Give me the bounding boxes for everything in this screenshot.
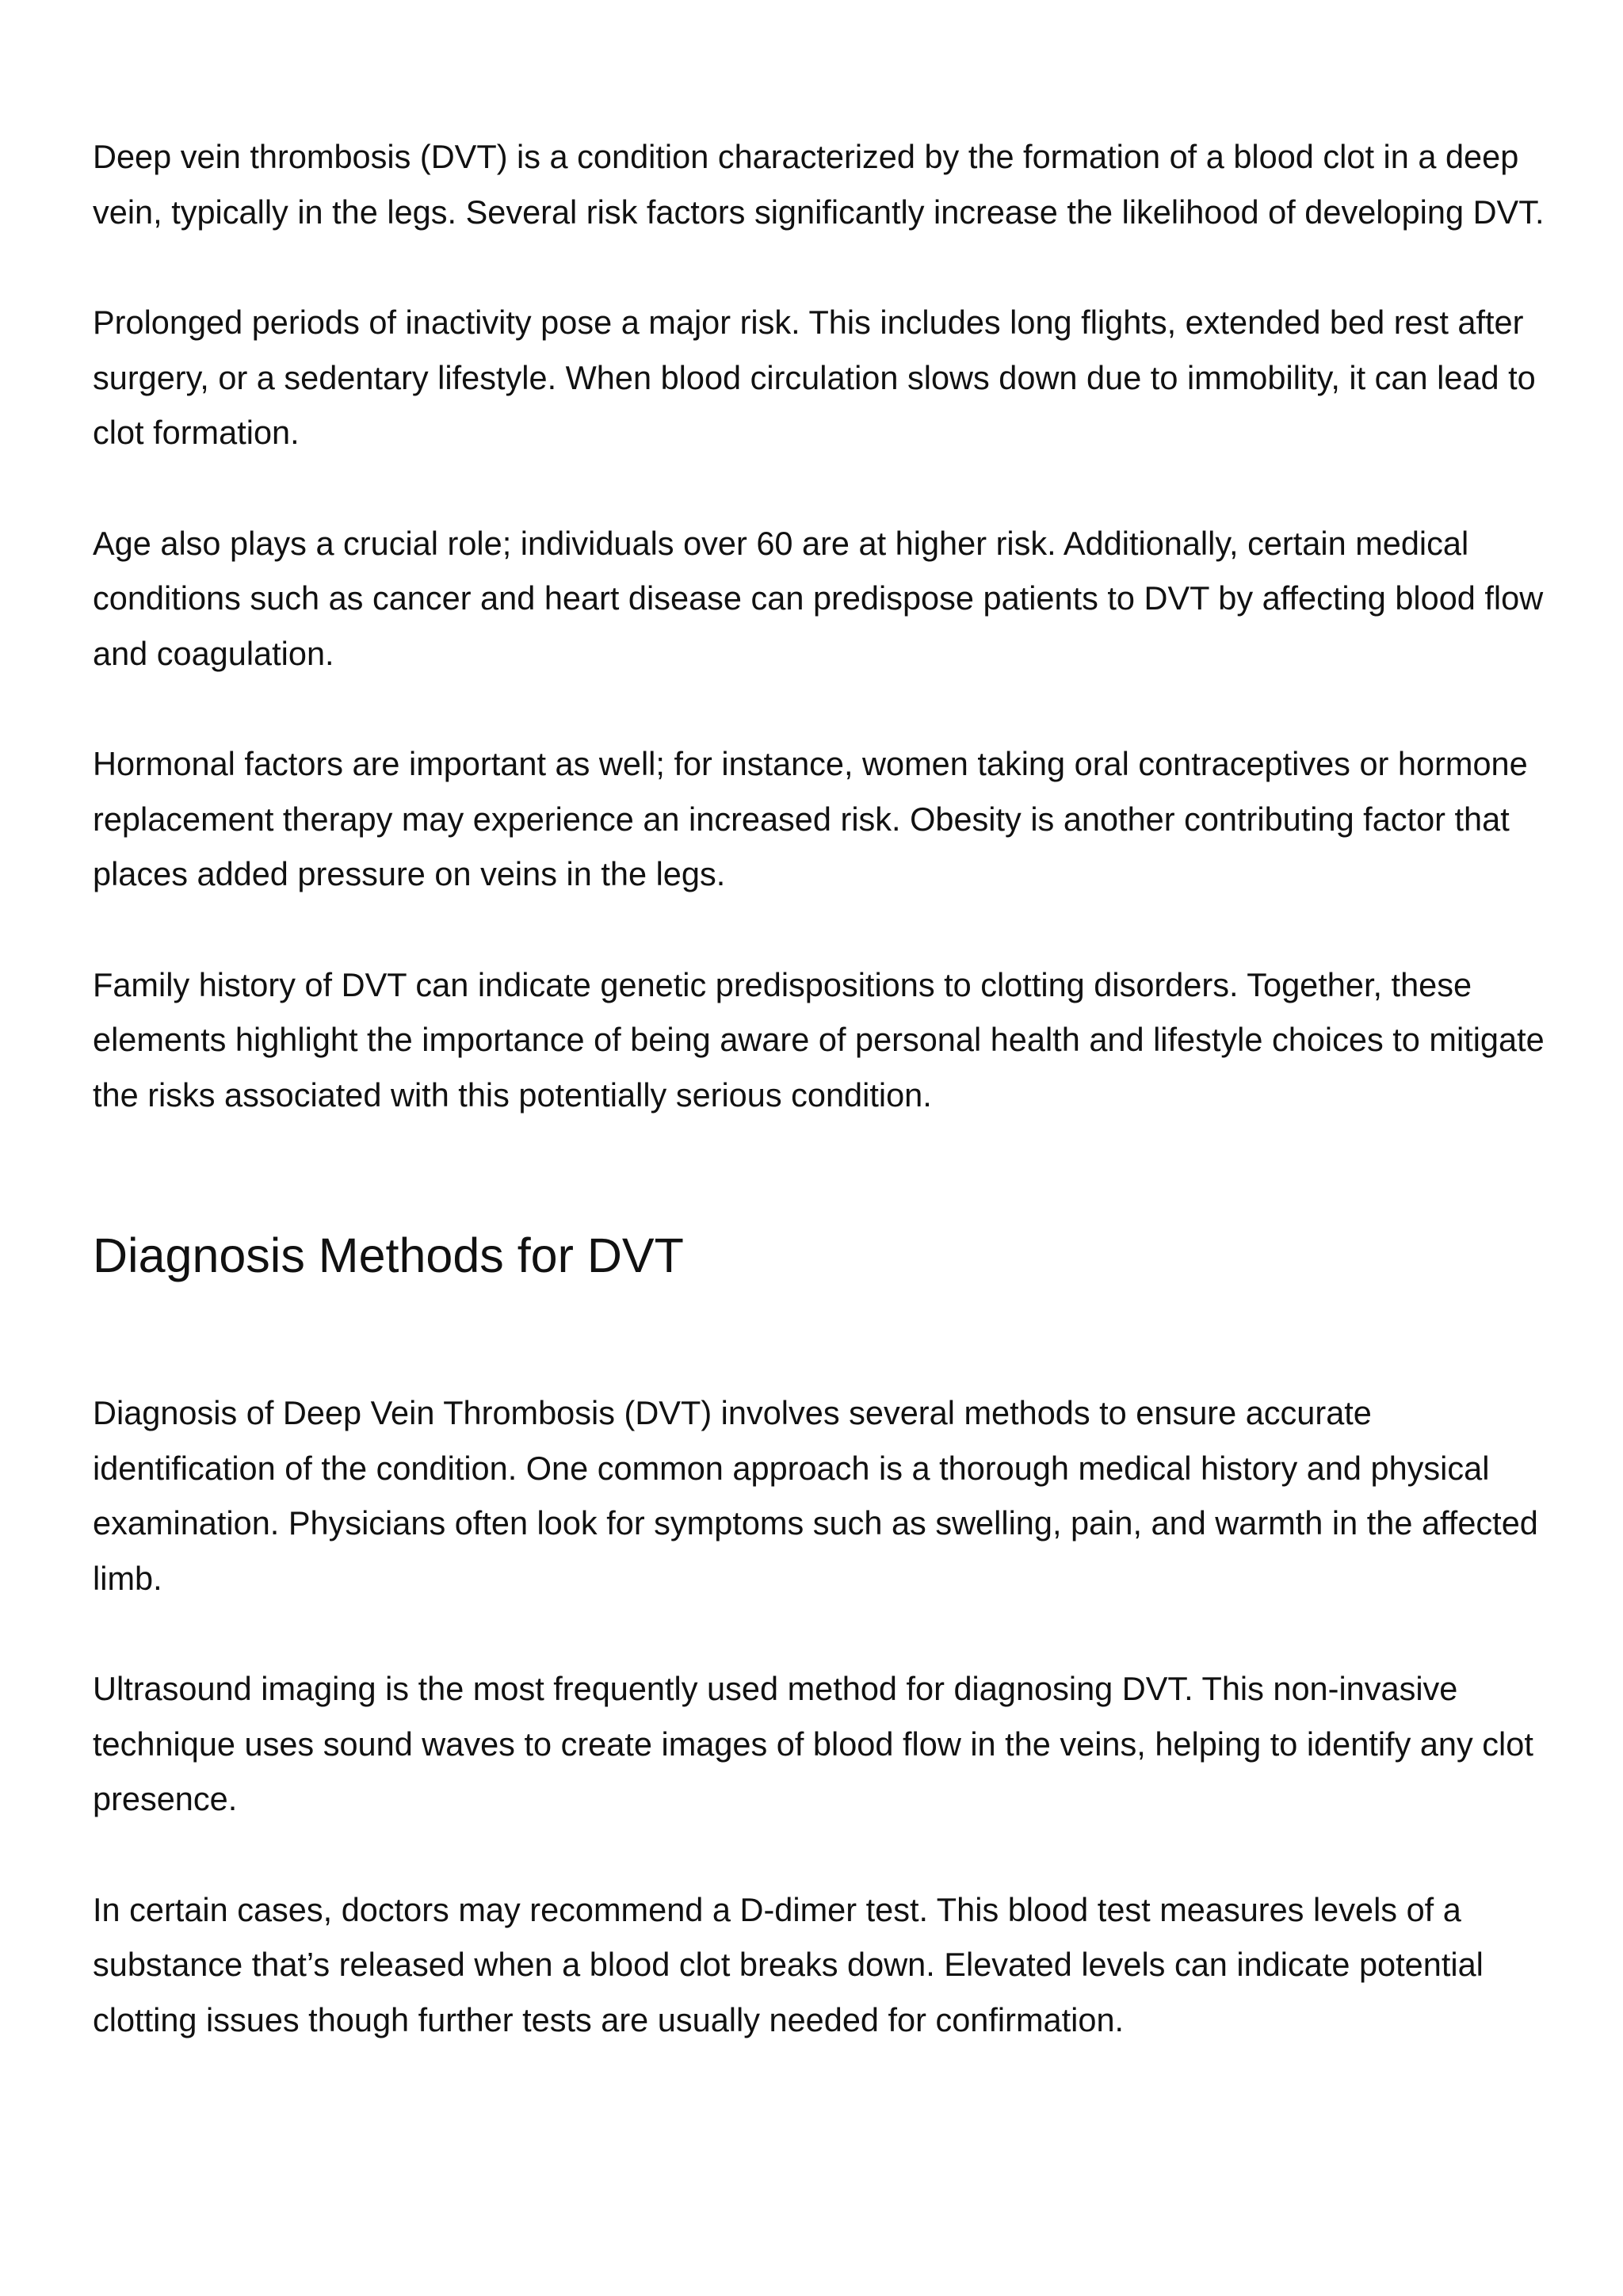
paragraph-family-history: Family history of DVT can indicate genetic predispositions to clotting disorders. Together, these elements highlight the importance of being aware of personal health and lifestyle choices to mitigate the risks associated with this potentially serious condition. bbox=[93, 965, 1545, 1114]
paragraph-ultrasound: Ultrasound imaging is the most frequently used method for diagnosing DVT. This non-invasive technique uses sound waves to create images of blood flow in the veins, helping to identify any clot presence. bbox=[93, 1670, 1533, 1817]
paragraph-diagnosis-overview: Diagnosis of Deep Vein Thrombosis (DVT) involves several methods to ensure accurate identification of the condition. One common approach is a thorough medical history and physical examination. Physicians often look for symptoms such as swelling, pain, and warmth in the affected limb. bbox=[93, 1394, 1538, 1597]
paragraph-age-medical-conditions: Age also plays a crucial role; individuals over 60 are at higher risk. Additionally, certain medical conditions such as cancer and heart disease can predispose patients to DVT by affecting blood flow and coagulation. bbox=[93, 524, 1544, 672]
document-content bbox=[93, 129, 1559, 2103]
paragraph-inactivity-risk: Prolonged periods of inactivity pose a major risk. This includes long flights, extended bed rest after surgery, or a sedentary lifestyle. When blood circulation slows down due to immobility, it can lead to clot formation. bbox=[93, 304, 1536, 451]
section-heading-diagnosis: Diagnosis Methods for DVT bbox=[93, 1228, 684, 1282]
paragraph-dvt-definition: Deep vein thrombosis (DVT) is a condition characterized by the formation of a blood clot in a deep vein, typically in the legs. Several risk factors significantly increase the likelihood of developing DVT. bbox=[93, 138, 1545, 231]
paragraph-hormonal-factors: Hormonal factors are important as well; for instance, women taking oral contraceptives or hormone replacement therapy may experience an increased risk. Obesity is another contributing factor that places added pressure on veins in the legs. bbox=[93, 745, 1528, 892]
paragraph-d-dimer: In certain cases, doctors may recommend a D-dimer test. This blood test measures levels of a substance that’s released when a blood clot breaks down. Elevated levels can indicate potential clotting issues though further tests are usually needed for confirmation. bbox=[93, 1890, 1484, 2038]
